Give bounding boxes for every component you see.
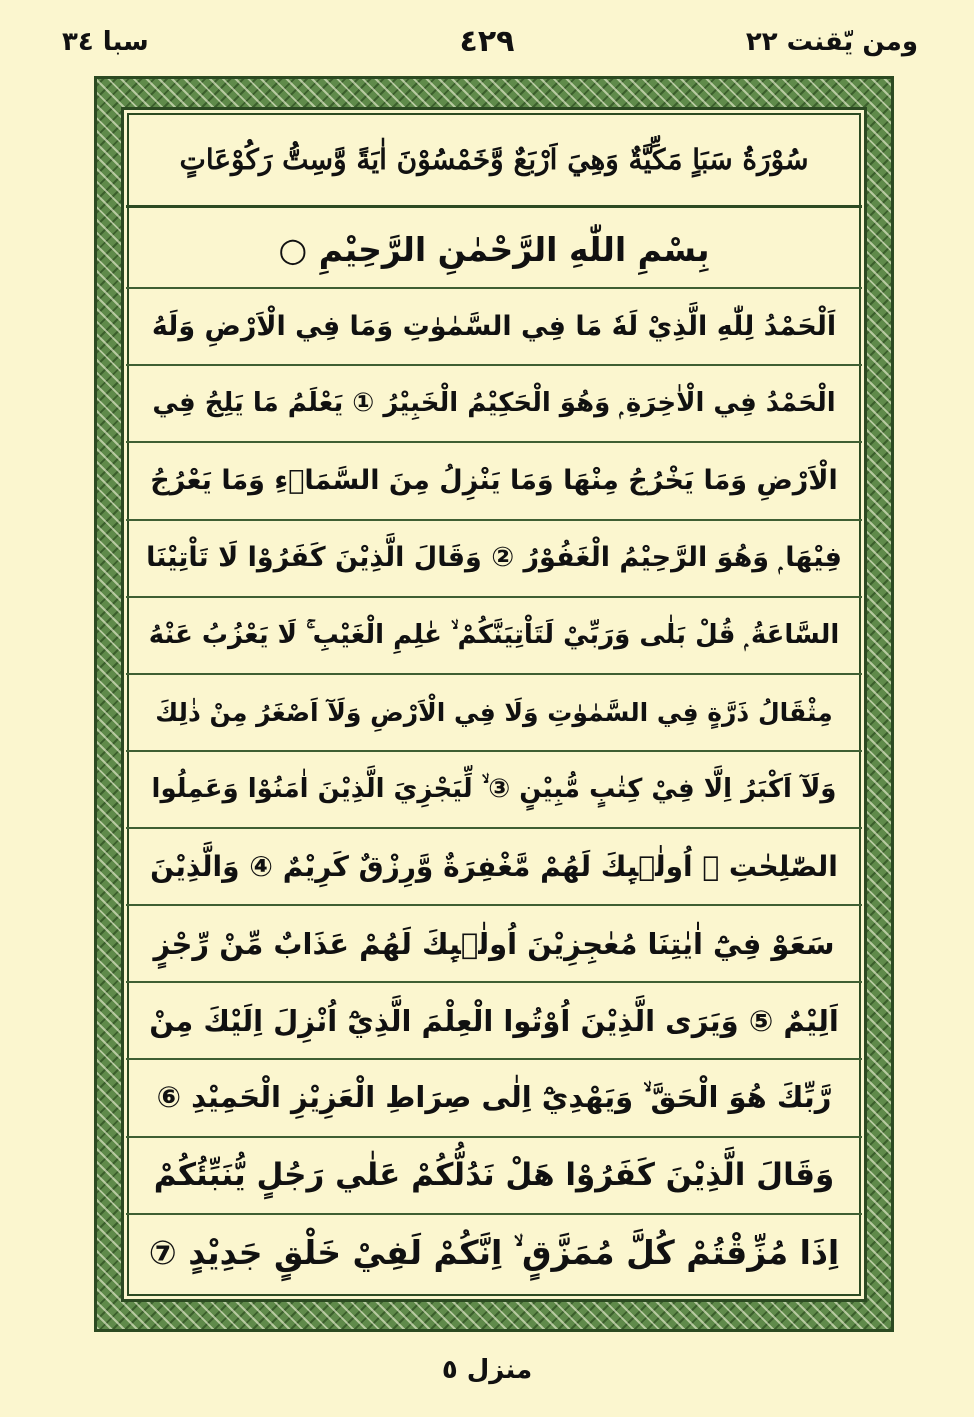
page-number: ٤٢٩	[459, 24, 515, 59]
juz-name-header: ومن يّقنت ٢٢	[745, 27, 918, 57]
verse-line: بِسْمِ اللّٰهِ الرَّحْمٰنِ الرَّحِيْمِ ○	[126, 212, 862, 289]
verse-line: اِذَا مُزِّقْتُمْ كُلَّ مُمَزَّقٍ ۙ اِنَّكُمْ لَفِيْ خَلْقٍ جَدِيْدٍ ⑦	[148, 1233, 840, 1273]
verse-line: سَعَوْ فِيْٓ اٰيٰتِنَا مُعٰجِزِيْنَ اُولٰۗىِٕكَ لَهُمْ عَذَابٌ مِّنْ رِّجْزٍ	[126, 906, 862, 983]
verse-line: فِيْهَا ۭ وَهُوَ الرَّحِيْمُ الْغَفُوْرُ ② وَقَالَ الَّذِيْنَ كَفَرُوْا لَا تَاْتِيْنَا	[126, 521, 862, 598]
manzil-footer: منزل ٥	[441, 1355, 533, 1385]
verse-line: الْحَمْدُ فِي الْاٰخِرَةِ ۭ وَهُوَ الْحَكِيْمُ الْخَبِيْرُ ① يَعْلَمُ مَا يَلِجُ فِي	[126, 366, 862, 443]
surah-name-header: سبا ٣٤	[62, 27, 149, 57]
verse-lines	[126, 212, 862, 1292]
verse-line: الصّٰلِحٰتِ ۭ اُولٰۗىِٕكَ لَهُمْ مَّغْفِرَةٌ وَّرِزْقٌ كَرِيْمٌ ④ وَالَّذِيْنَ	[126, 829, 862, 906]
verse-line: مِثْقَالُ ذَرَّةٍ فِي السَّمٰوٰتِ وَلَا فِي الْاَرْضِ وَلَآ اَصْغَرُ مِنْ ذٰلِكَ	[126, 675, 862, 752]
verse-line: وَقَالَ الَّذِيْنَ كَفَرُوْا هَلْ نَدُلُّكُمْ عَلٰي رَجُلٍ يُّنَبِّئُكُمْ	[126, 1138, 862, 1215]
verse-line: رَّبِّكَ هُوَ الْحَقَّ ۙ وَيَهْدِيْٓ اِلٰى صِرَاطِ الْعَزِيْزِ الْحَمِيْدِ ⑥	[126, 1060, 862, 1137]
surah-title: سُوْرَةُ سَبَاٍ مَكِّيَّةٌ وَهِيَ اَرْبَعٌ وَّخَمْسُوْنَ اٰيَةً وَّسِتُّ رَكُوْعَاتٍ	[179, 143, 809, 176]
verse-line: الْاَرْضِ وَمَا يَخْرُجُ مِنْهَا وَمَا يَنْزِلُ مِنَ السَّمَاۗءِ وَمَا يَعْرُجُ	[126, 443, 862, 520]
title-divider	[126, 205, 862, 208]
verse-line: السَّاعَةُ ۭ قُلْ بَلٰى وَرَبِّيْ لَتَاْتِيَنَّكُمْ ۙ عٰلِمِ الْغَيْبِ ۚ لَا يَعْزُبُ عَنْهُ	[126, 598, 862, 675]
verse-line: اَلْحَمْدُ لِلّٰهِ الَّذِيْ لَهٗ مَا فِي السَّمٰوٰتِ وَمَا فِي الْاَرْضِ وَلَهُ	[126, 289, 862, 366]
verse-line: اَلِيْمٌ ⑤ وَيَرَى الَّذِيْنَ اُوْتُوا الْعِلْمَ الَّذِيْٓ اُنْزِلَ اِلَيْكَ مِنْ	[126, 983, 862, 1060]
verse-line: وَلَآ اَكْبَرُ اِلَّا فِيْ كِتٰبٍ مُّبِيْنٍ ③ ۙ لِّيَجْزِيَ الَّذِيْنَ اٰمَنُوْا وَعَمِلُوا	[126, 752, 862, 829]
